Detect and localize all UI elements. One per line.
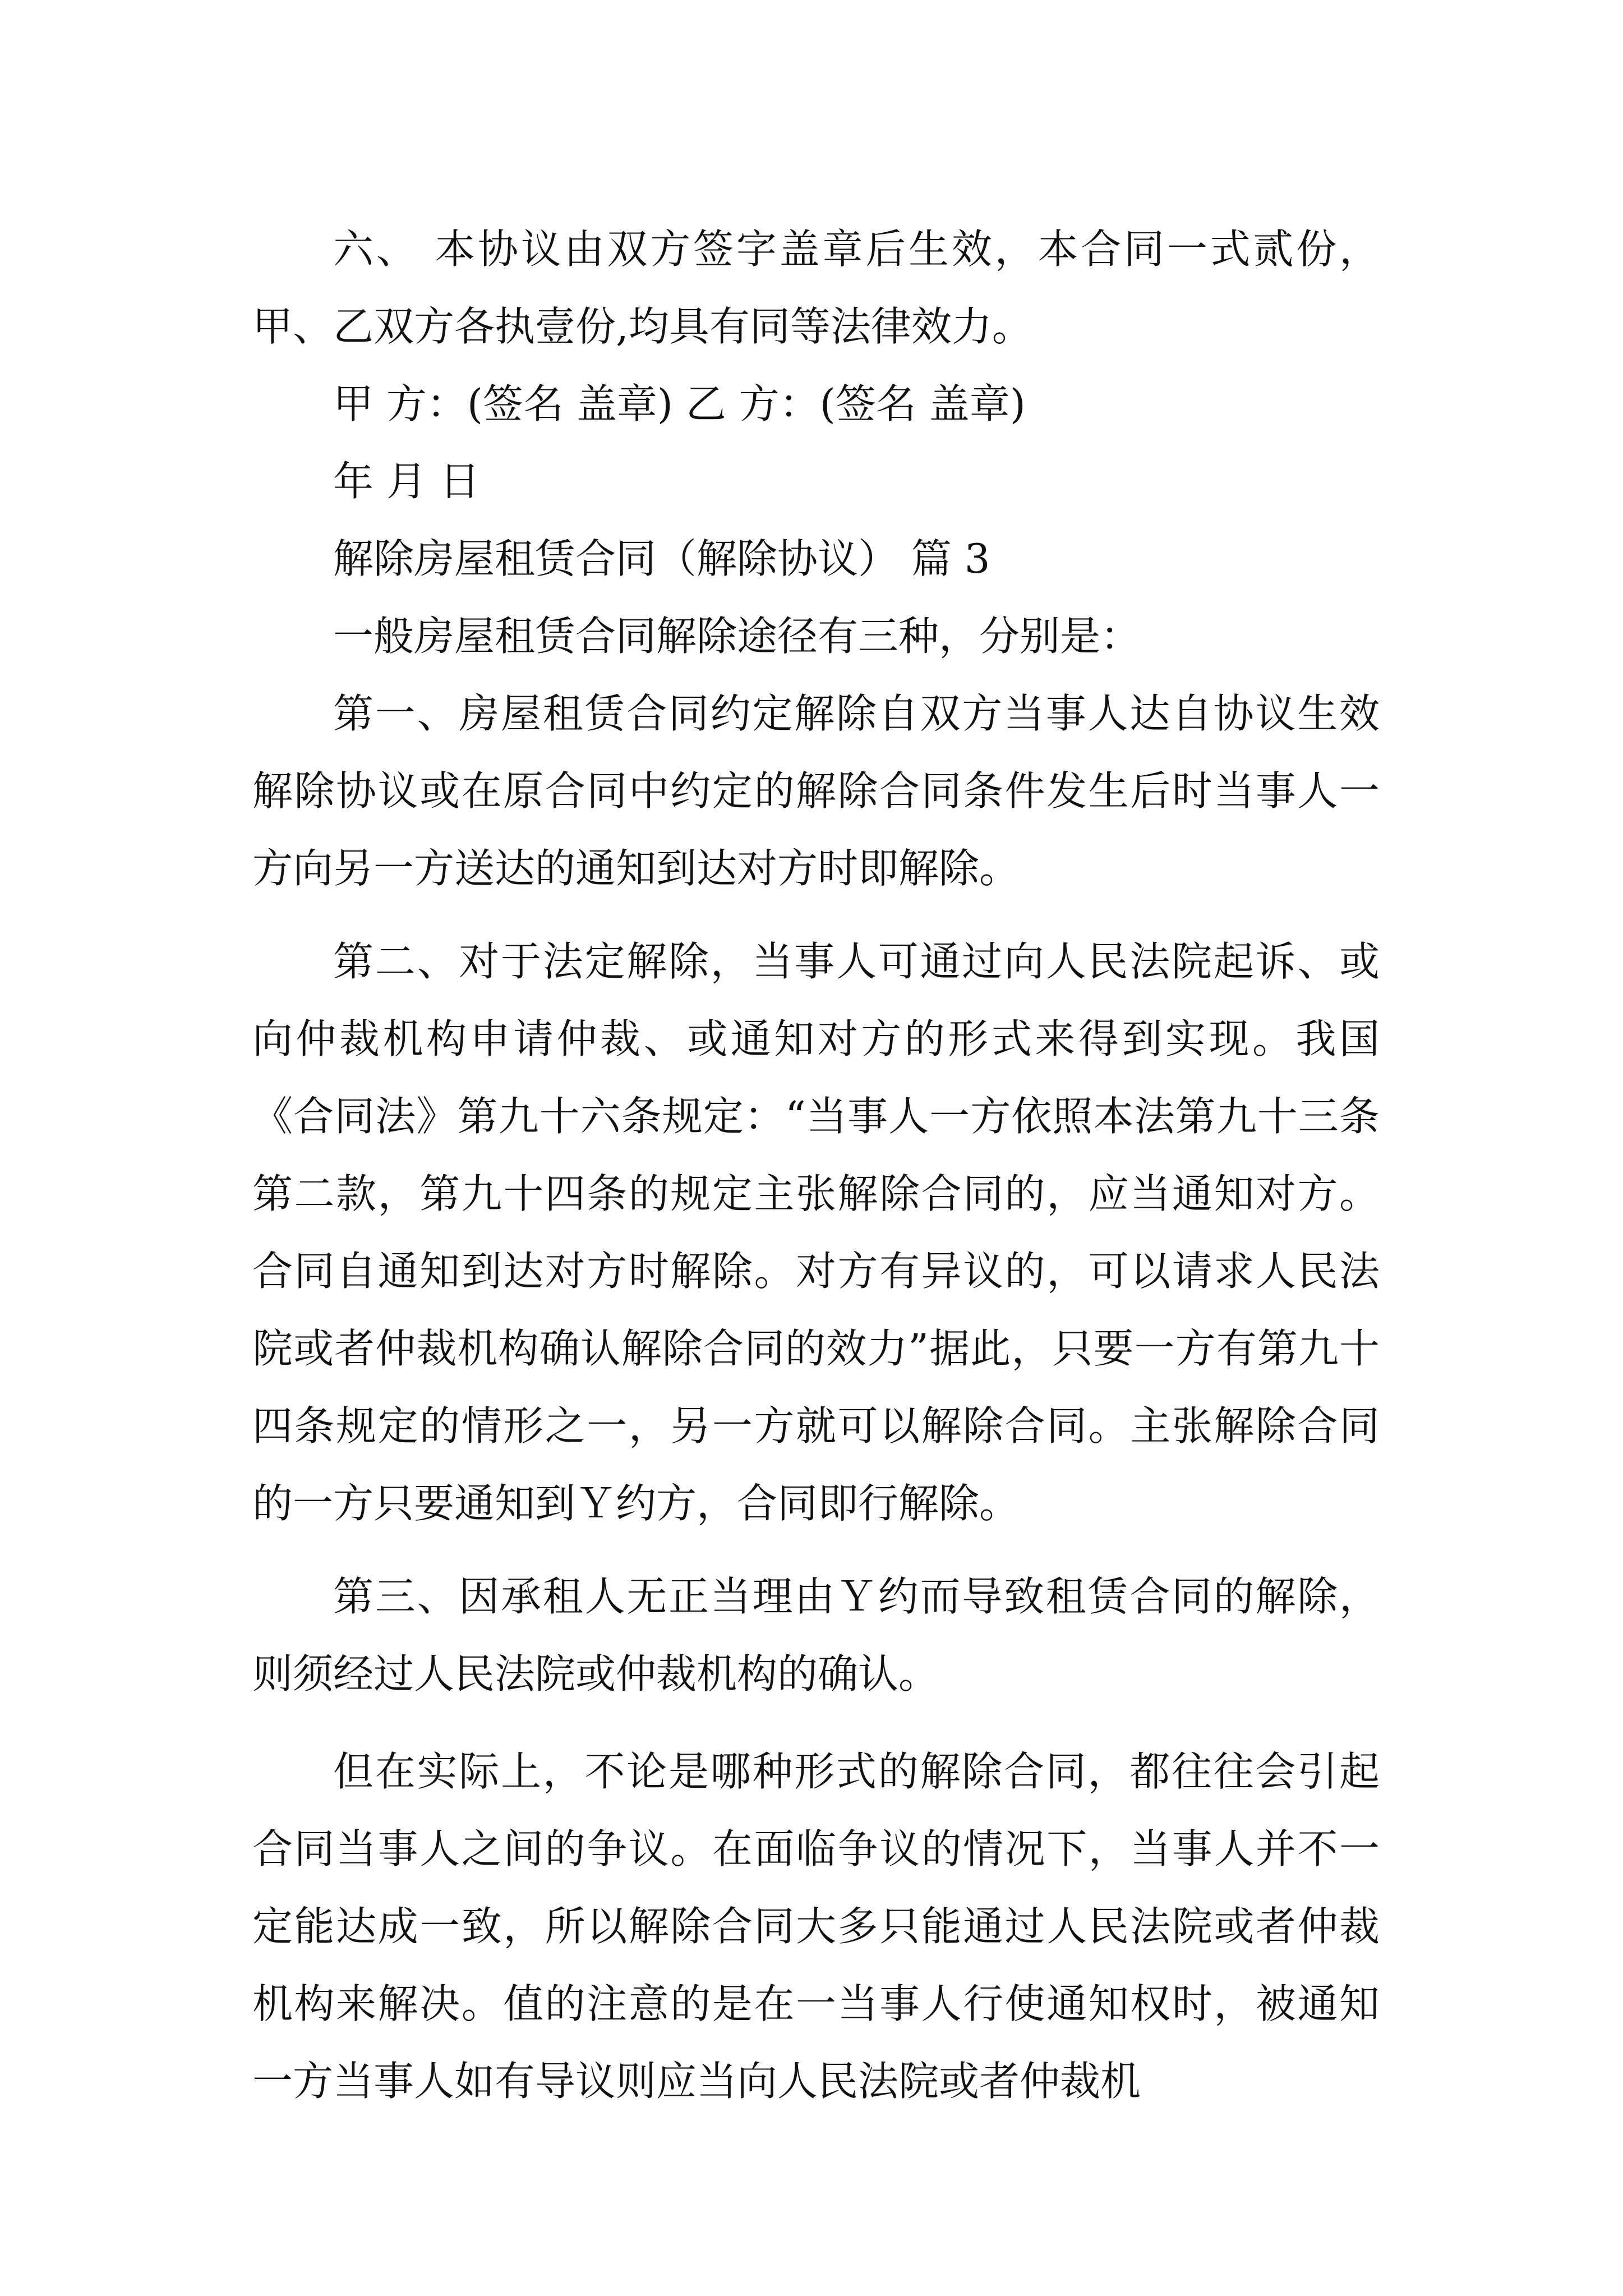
signature-line: 甲 方：(签名 盖章) 乙 方：(签名 盖章) — [333, 380, 1026, 427]
clause-six-paragraph: 六、 本协议由双方签字盖章后生效，本合同一式贰份，甲、乙双方各执壹份,均具有同等法律效力。 — [252, 226, 1380, 350]
section-heading: 解除房屋租赁合同（解除协议） 篇 3 — [333, 535, 990, 582]
intro-paragraph: 一般房屋租赁合同解除途径有三种，分别是： — [333, 613, 1141, 660]
document-body — [252, 210, 1380, 2120]
date-line: 年 月 日 — [333, 458, 480, 505]
method-one-paragraph: 第一、房屋租赁合同约定解除自双方当事人达自协议生效解除协议或在原合同中约定的解除合同条件发生后时当事人一方向另一方送达的通知到达对方时即解除。 — [252, 690, 1380, 892]
method-two-paragraph: 第二、对于法定解除，当事人可通过向人民法院起诉、或向仲裁机构申请仲裁、或通知对方的形式来得到实现。我国《合同法》第九十六条规定：“当事人一方依照本法第九十三条第二款，第九十四条的规定主张解除合同的，应当通知对方。合同自通知到达对方时解除。对方有异议的，可以请求人民法院或者仲裁机构确认解除合同的效力”据此，只要一方有第九十四条规定的情形之一，另一方就可以解除合同。主张解除合同的一方只要通知到Ｙ约方，合同即行解除。 — [252, 938, 1380, 1527]
method-three-paragraph: 第三、因承租人无正当理由Ｙ约而导致租赁合同的解除，则须经过人民法院或仲裁机构的确认。 — [252, 1573, 1380, 1697]
practice-paragraph: 但在实际上，不论是哪种形式的解除合同，都往往会引起合同当事人之间的争议。在面临争议的情况下，当事人并不一定能达成一致，所以解除合同大多只能通过人民法院或者仲裁机构来解决。值的注意的是在一当事人行使通知权时，被通知一方当事人如有导议则应当向人民法院或者仲裁机 — [252, 1748, 1380, 2105]
